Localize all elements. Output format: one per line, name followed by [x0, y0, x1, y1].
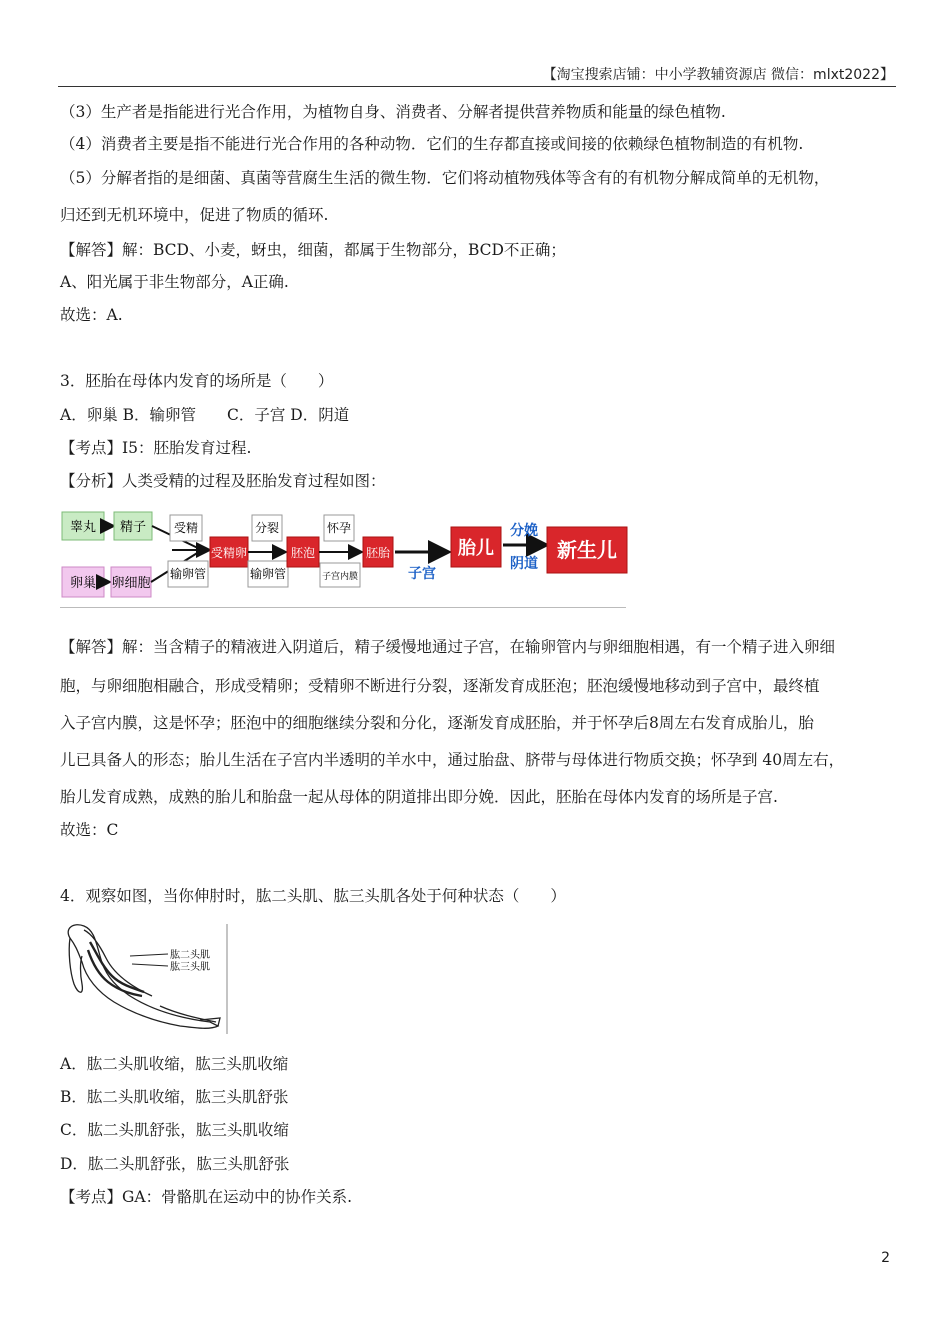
oviduct-label-2: 输卵管 [249, 567, 287, 581]
fertilization-diagram [60, 497, 630, 607]
question-3-options: A．卵巢 B．输卵管 C．子宫 D．阴道 [60, 406, 350, 424]
question-3-kaodian: 【考点】I5：胚胎发育过程. [60, 439, 252, 457]
question-4-option-c: C．肱二头肌舒张，肱三头肌收缩 [60, 1121, 289, 1139]
embryo-label: 胚胎 [365, 546, 391, 560]
fetus-label: 胎儿 [458, 538, 494, 559]
ovary-label: 卵巢 [69, 576, 97, 591]
question-3-answer-line-4: 儿已具备人的形态；胎儿生活在子宫内半透明的羊水中，通过胎盘、脐带与母体进行物质交换；怀孕到 40周左右， [60, 751, 845, 769]
question-3-choice: 故选：C [60, 821, 119, 839]
delivery-label: 分娩 [510, 523, 538, 539]
endometrium-label: 子宫内膜 [321, 572, 359, 582]
vagina-label: 阴道 [510, 556, 538, 572]
question-4-kaodian: 【考点】GA：骨骼肌在运动中的协作关系. [60, 1188, 353, 1206]
paragraph-decomposer: （5）分解者指的是细菌、真菌等营腐生生活的微生物．它们将动植物残体等含有的有机物分解成简单的无机物， [60, 169, 830, 187]
header-text: 【淘宝搜索店铺：中小学教辅资源店 微信：mlxt2022】 [542, 67, 894, 83]
blastocyst-label: 胚泡 [290, 546, 316, 560]
choice-line: 故选：A. [60, 306, 123, 324]
newborn-label: 新生儿 [557, 538, 617, 562]
question-3-answer-line-2: 胞，与卵细胞相融合，形成受精卵；受精卵不断进行分裂，逐渐发育成胚泡；胚泡缓慢地移动到子宫中，最终植 [60, 677, 820, 695]
zygote-label: 受精卵 [210, 546, 248, 560]
pregnancy-label: 怀孕 [326, 521, 352, 535]
answer-line-2: A、阳光属于非生物部分，A正确. [60, 273, 289, 291]
page-header [58, 62, 896, 87]
testis-label: 睾丸 [69, 520, 97, 535]
question-3-fenxi: 【分析】人类受精的过程及胚胎发育过程如图： [60, 472, 386, 490]
biceps-label: 肱二头肌 [170, 950, 210, 961]
paragraph-decomposer-cont: 归还到无机环境中，促进了物质的循环. [60, 206, 329, 224]
question-4-option-a: A．肱二头肌收缩，肱三头肌收缩 [60, 1055, 289, 1073]
figure-divider [60, 607, 626, 608]
question-4-option-d: D．肱二头肌舒张，肱三头肌舒张 [60, 1155, 290, 1173]
fertilization-step-label: 受精 [173, 521, 199, 535]
triceps-label: 肱三头肌 [170, 962, 210, 973]
arm-illustration [68, 925, 220, 1029]
arm-muscle-figure [60, 922, 230, 1036]
question-3-answer-line-3: 入子宫内膜，这是怀孕；胚泡中的细胞继续分裂和分化，逐渐发育成胚胎，并于怀孕后8周左右发育成胎儿，胎 [60, 714, 814, 732]
question-4-option-b: B．肱二头肌收缩，肱三头肌舒张 [60, 1088, 289, 1106]
question-3-answer-line-5: 胎儿发育成熟，成熟的胎儿和胎盘一起从母体的阴道排出即分娩．因此，胚胎在母体内发育的场所是子宫. [60, 788, 778, 806]
question-3-answer-line-1: 【解答】解：当含精子的精液进入阴道后，精子缓慢地通过子宫，在输卵管内与卵细胞相遇，有一个精子进入卵细 [60, 638, 836, 656]
page-number: 2 [881, 1250, 890, 1266]
division-label: 分裂 [254, 521, 280, 535]
uterus-label: 子宫 [408, 566, 436, 582]
answer-line-1: 【解答】解：BCD、小麦，蚜虫，细菌，都属于生物部分，BCD不正确； [60, 241, 566, 259]
paragraph-producer: （3）生产者是指能进行光合作用，为植物自身、消费者、分解者提供营养物质和能量的绿色植物. [60, 103, 726, 121]
paragraph-consumer: （4）消费者主要是指不能进行光合作用的各种动物．它们的生存都直接或间接的依赖绿色植物制造的有机物. [60, 135, 804, 153]
question-4-stem: 4．观察如图，当你伸肘时，肱二头肌、肱三头肌各处于何种状态（ ） [60, 887, 566, 905]
egg-label: 卵细胞 [111, 576, 151, 591]
question-3-stem: 3．胚胎在母体内发育的场所是（ ） [60, 372, 334, 390]
oviduct-label-1: 输卵管 [169, 567, 207, 581]
sperm-label: 精子 [119, 520, 147, 535]
